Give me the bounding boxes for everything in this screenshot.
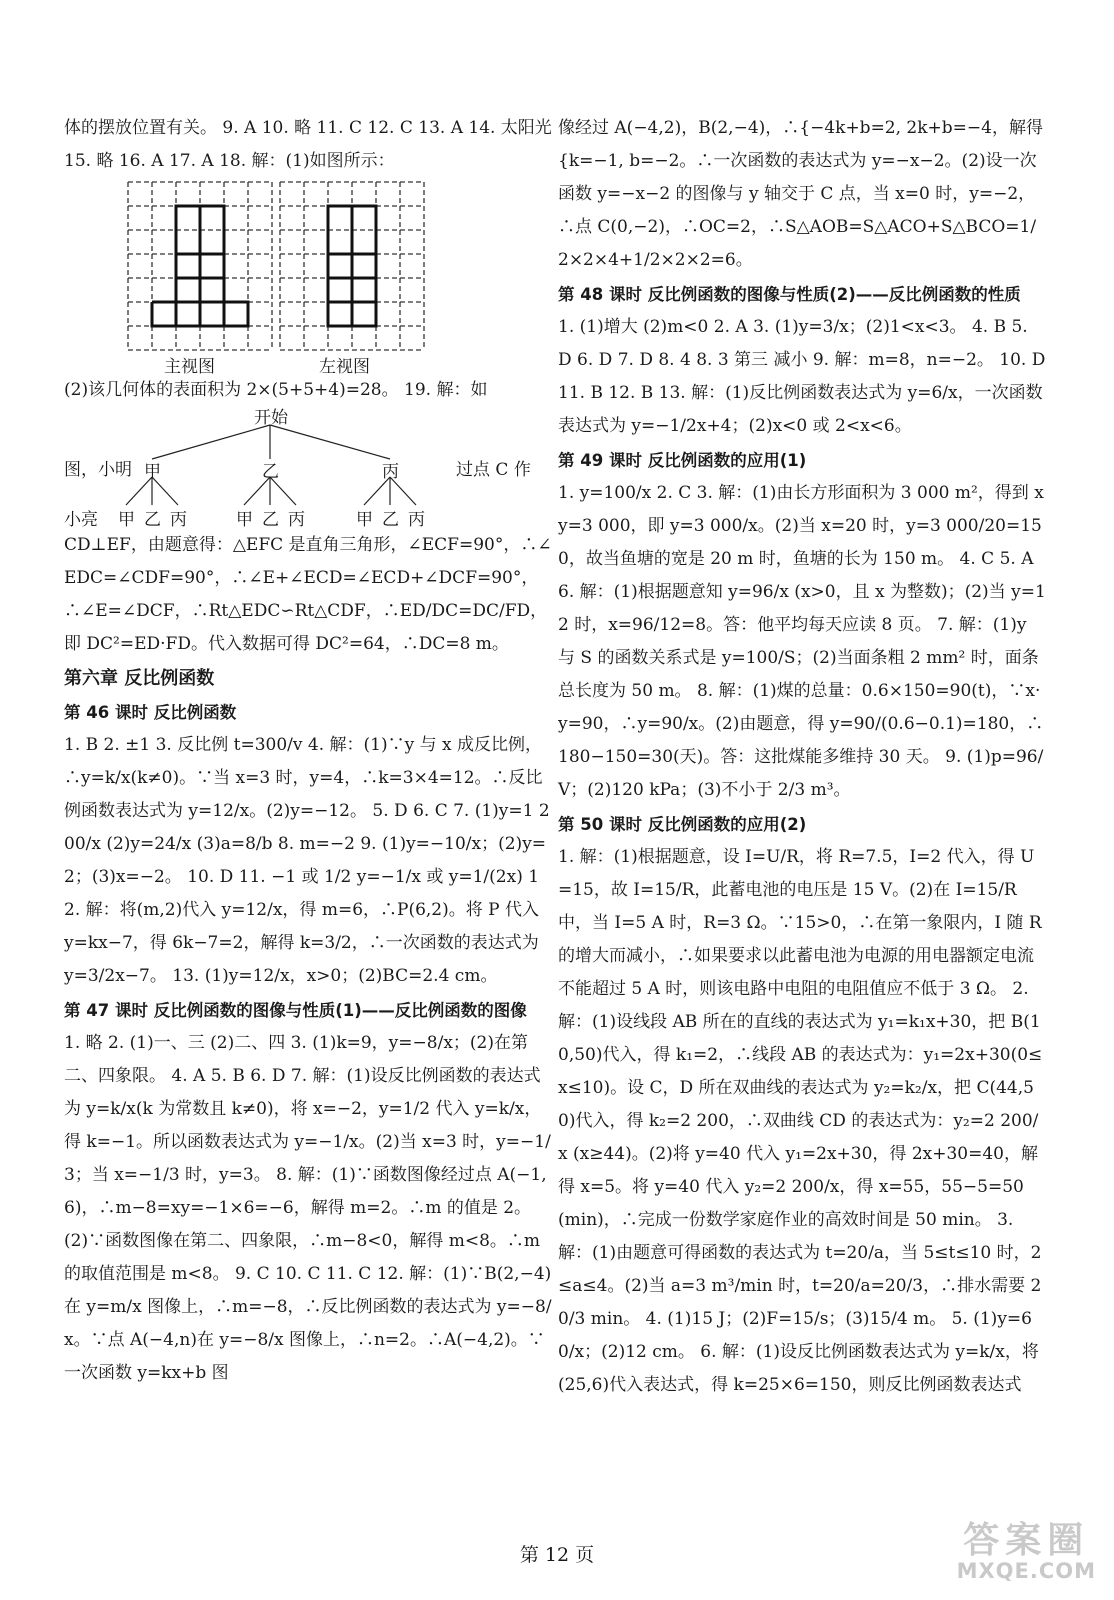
answer-paragraph: 体的摆放位置有关。 9. A 10. 略 11. C 12. C 13. A 14. 太阳光 15. 略 16. A 17. A 18. 解：(1)如图所示： xyxy=(64,118,552,171)
section-47-answers: 1. 略 2. (1)一、三 (2)二、四 3. (1)k=9，y=−8/x；(2)在第二、四象限。 4. A 5. B 6. D 7. 解：(1)设反比例函数的表达式为 y=k/x(k 为常数且 k≠0)，将 x=−2，y=1/2 代入 y=k/x，得 k=−1。所以函数表达式为 y=−1/x。(2)当 x=3 时，y=−1/3；当 x=−1/3 时，y=3。 8. 解：(1)∵函数图像经过点 A(−1,6)，∴m−8=xy=−1×6=−6，解得 m=2。∴m 的值是 2。(2)∵函数图像在第二、四象限，∴m−8<0，解得 m<8。∴m 的取值范围是 m<8。 9. C 10. C 11. C 12. 解：(1)∵B(2,−4)在 y=m/x 图像上，∴m=−8，∴反比例函数的表达式为 y=−8/x。∵点 A(−4,n)在 y=−8/x 图像上，∴n=2。∴A(−4,2)。∵一次函数 y=kx+b 图 xyxy=(64,1033,552,1383)
section-title-48: 第 48 课时 反比例函数的图像与性质(2)——反比例函数的性质 xyxy=(558,285,1021,304)
tree-leaf: 乙 xyxy=(144,510,161,530)
tree-leaf: 甲 xyxy=(236,510,253,530)
tree-level1-yi: 乙 xyxy=(262,462,279,482)
section-title-50: 第 50 课时 反比例函数的应用(2) xyxy=(558,815,807,834)
answer-paragraph: (2)该几何体的表面积为 2×(5+5+4)=28。 19. 解：如 xyxy=(64,380,488,400)
tree-root: 开始 xyxy=(254,408,288,428)
tree-leaf: 乙 xyxy=(262,510,279,530)
section-49-answers: 1. y=100/x 2. C 3. 解：(1)由长方形面积为 3 000 m²，得到 xy=3 000，即 y=3 000/x。(2)当 x=20 时，y=3 000/20=150，故当鱼塘的宽是 20 m 时，鱼塘的长为 150 m。 4. C 5. A 6. 解：(1)根据题意知 y=96/x (x>0，且 x 为整数)；(2)当 y=12 时，x=96/12=8。答：他平均每天应读 8 页。 7. 解：(1)y 与 S 的函数关系式是 y=100/S；(2)当面条粗 2 mm² 时，面条总长度为 50 m。 8. 解：(1)煤的总量：0.6×150=90(t)，∵x·y=90，∴y=90/x。(2)由题意，得 y=90/(0.6−0.1)=180，∴180−150=30(天)。答：这批煤能多维持 30 天。 9. (1)p=96/V；(2)120 kPa；(3)不小于 2/3 m³。 xyxy=(558,483,1046,800)
tree-right-note: 过点 C 作 xyxy=(456,460,531,480)
tree-leaf: 乙 xyxy=(382,510,399,530)
section-title-46: 第 46 课时 反比例函数 xyxy=(64,703,237,722)
tree-leaf: 甲 xyxy=(356,510,373,530)
chapter-title: 第六章 反比例函数 xyxy=(64,668,215,689)
tree-figure xyxy=(64,407,552,529)
tree-left-note-1: 图，小明 xyxy=(64,460,132,480)
right-column xyxy=(558,112,1046,1402)
grid-views-diagram xyxy=(64,178,552,374)
watermark-url: MXQE.COM xyxy=(956,1558,1096,1583)
front-view-caption: 主视图 xyxy=(164,357,215,377)
tree-level1-bing: 丙 xyxy=(382,462,399,482)
tree-left-note-2: 小亮 xyxy=(64,510,98,530)
watermark-text: 答案圈 xyxy=(963,1520,1090,1562)
views-figure xyxy=(64,178,552,377)
left-view-caption: 左视图 xyxy=(319,357,370,377)
page-number: 第 12 页 xyxy=(519,1544,595,1566)
left-column xyxy=(64,112,552,1390)
section-46-answers: 1. B 2. ±1 3. 反比例 t=300/v 4. 解：(1)∵y 与 x 成反比例，∴y=k/x(k≠0)。∵当 x=3 时，y=4，∴k=3×4=12。∴反比例函数表达式为 y=12/x。(2)y=−12。 5. D 6. C 7. (1)y=1 200/x (2)y=24/x (3)a=8/b 8. m=−2 9. (1)y=−10/x；(2)y=2；(3)x=−2。 10. D 11. −1 或 1/2 y=−1/x 或 y=1/(2x) 12. 解：将(m,2)代入 y=12/x，得 m=6，∴P(6,2)。将 P 代入 y=kx−7，得 6k−7=2，解得 k=3/2，∴一次函数的表达式为 y=3/2x−7。 13. (1)y=12/x，x>0；(2)BC=2.4 cm。 xyxy=(64,735,550,986)
tree-leaf: 丙 xyxy=(170,510,187,530)
tree-leaf: 甲 xyxy=(118,510,135,530)
answer-paragraph: CD⊥EF，由题意得：△EFC 是直角三角形，∠ECF=90°，∴∠EDC=∠CDF=90°，∴∠E+∠ECD=∠ECD+∠DCF=90°，∴∠E=∠DCF，∴Rt△EDC∽Rt△CDF，∴ED/DC=DC/FD，即 DC²=ED·FD。代入数据可得 DC²=64，∴DC=8 m。 xyxy=(64,535,552,654)
tree-level1-jia: 甲 xyxy=(144,462,161,482)
section-title-49: 第 49 课时 反比例函数的应用(1) xyxy=(558,451,807,470)
section-50-answers: 1. 解：(1)根据题意，设 I=U/R，将 R=7.5，I=2 代入，得 U=15，故 I=15/R，此蓄电池的电压是 15 V。(2)在 I=15/R 中，当 I=5 A 时，R=3 Ω。∵15>0，∴在第一象限内，I 随 R 的增大而减小，∴如果要求以此蓄电池为电源的用电器额定电流不能超过 5 A 时，则该电路中电阻的电阻值应不低于 3 Ω。 2. 解：(1)设线段 AB 所在的直线的表达式为 y₁=k₁x+30，把 B(10,50)代入，得 k₁=2，∴线段 AB 的表达式为：y₁=2x+30(0≤x≤10)。设 C，D 所在双曲线的表达式为 y₂=k₂/x，把 C(44,50)代入，得 k₂=2 200，∴双曲线 CD 的表达式为：y₂=2 200/x (x≥44)。(2)将 y=40 代入 y₁=2x+30，得 2x+30=40，解得 x=5。将 y=40 代入 y₂=2 200/x，得 x=55，55−5=50(min)，∴完成一份数学家庭作业的高效时间是 50 min。 3. 解：(1)由题意可得函数的表达式为 t=20/a，当 5≤t≤10 时，2≤a≤4。(2)当 a=3 m³/min 时，t=20/a=20/3，∴排水需要 20/3 min。 4. (1)15 J；(2)F=15/s；(3)15/4 m。 5. (1)y=60/x；(2)12 cm。 6. 解：(1)设反比例函数表达式为 y=k/x，将(25,6)代入表达式，得 k=25×6=150，则反比例函数表达式 xyxy=(558,847,1043,1395)
answer-paragraph: 像经过 A(−4,2)，B(2,−4)，∴{−4k+b=2, 2k+b=−4，解得 {k=−1, b=−2。∴一次函数的表达式为 y=−x−2。(2)设一次函数 y=−x−2 的图像与 y 轴交于 C 点，当 x=0 时，y=−2，∴点 C(0,−2)，∴OC=2，∴S△AOB=S△ACO+S△BCO=1/2×2×4+1/2×2×2=6。 xyxy=(558,118,1043,270)
tree-leaf: 丙 xyxy=(288,510,305,530)
section-48-answers: 1. (1)增大 (2)m<0 2. A 3. (1)y=3/x；(2)1<x<3。 4. B 5. D 6. D 7. D 8. 4 8. 3 第三 减小 9. 解：m=8，n=−2。 10. D 11. B 12. B 13. 解：(1)反比例函数表达式为 y=6/x，一次函数表达式为 y=−1/2x+4；(2)x<0 或 2<x<6。 xyxy=(558,317,1046,436)
tree-leaf: 丙 xyxy=(408,510,425,530)
section-title-47: 第 47 课时 反比例函数的图像与性质(1)——反比例函数的图像 xyxy=(64,1001,527,1020)
watermark-logo xyxy=(957,1522,1096,1582)
